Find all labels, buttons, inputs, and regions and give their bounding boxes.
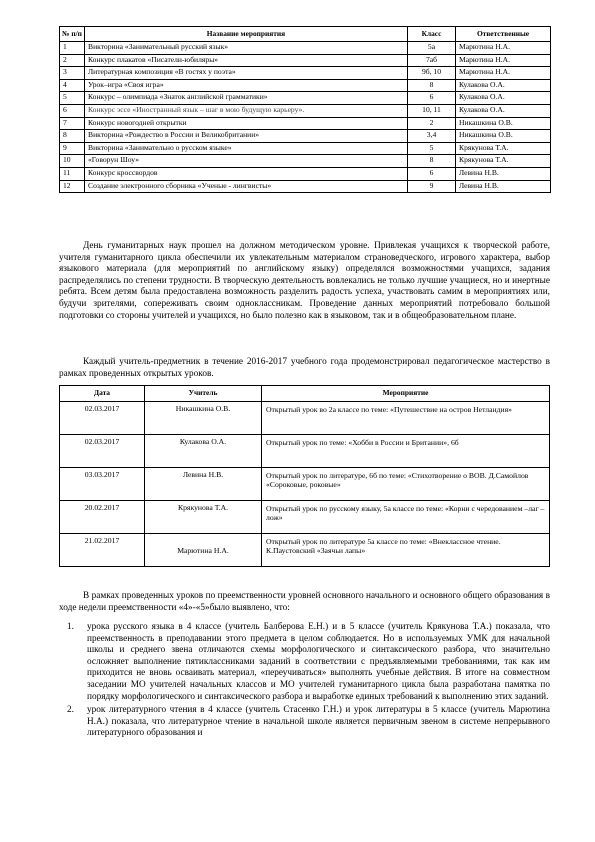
list-item-text: урок литературного чтения в 4 классе (учитель Стасенко Г.Н.) и урок литературы в 5 классе (учитель Марютина Н.А.) показала, что литературное чтение в начальной школе является первичным звеном в системе непрерывного литературного образования и <box>87 705 550 739</box>
events-table-row <box>60 54 551 67</box>
events-table-row <box>60 117 551 130</box>
event-class: 5а <box>408 42 456 55</box>
event-name: Викторина «Занимательно о русском языке» <box>85 142 408 155</box>
lesson-event: Открытый урок по теме: «Хобби в России и Британии», 6б <box>262 435 550 468</box>
header-teacher: Учитель <box>145 386 262 402</box>
lesson-date: 21.02.2017 <box>60 534 145 567</box>
open-lessons-table-header <box>60 386 550 402</box>
event-class: 9б, 10 <box>408 67 456 80</box>
lesson-event: Открытый урок по литературе, 6б по теме: «Стихотворение о ВОВ. Д.Самойлов «Сороковые, роковые» <box>262 468 550 501</box>
event-class: 9 <box>408 180 456 193</box>
open-lessons-table-row <box>60 435 550 468</box>
event-num: 6 <box>60 104 85 117</box>
lesson-event: Открытый урок во 2а классе по теме: «Путешествие на остров Нетландия» <box>262 402 550 435</box>
event-class: 5 <box>408 142 456 155</box>
event-class: 8 <box>408 155 456 168</box>
events-table-row <box>60 42 551 55</box>
events-table-row <box>60 67 551 80</box>
paragraph-summary <box>59 241 550 322</box>
event-class: 6 <box>408 167 456 180</box>
lesson-date: 03.03.2017 <box>60 468 145 501</box>
event-num: 7 <box>60 117 85 130</box>
list-marker: 2. <box>67 705 74 716</box>
event-name: Урок–игра «Своя игра» <box>85 79 408 92</box>
lesson-event: Открытый урок по литературе 5а классе по теме: «Внеклассное чтение. К.Паустовский «Заячьи лапы» <box>262 534 550 567</box>
event-name: Конкурс кроссвордов <box>85 167 408 180</box>
event-num: 12 <box>60 180 85 193</box>
header-date: Дата <box>60 386 145 402</box>
header-name: Название мероприятия <box>85 27 408 42</box>
event-class: 10, 11 <box>408 104 456 117</box>
event-name: Конкурс плакатов «Писатели-юбиляры» <box>85 54 408 67</box>
lesson-teacher: Никашкина О.В. <box>145 402 262 435</box>
event-name: Создание электронного сборника «Ученые - лингвисты» <box>85 180 408 193</box>
event-num: 10 <box>60 155 85 168</box>
event-responsible: Кулакова О.А. <box>456 104 551 117</box>
event-class: 2 <box>408 117 456 130</box>
events-table-row <box>60 130 551 143</box>
event-responsible: Левина Н.В. <box>456 180 551 193</box>
event-responsible: Никашкина О.В. <box>456 117 551 130</box>
paragraph-continuity <box>59 591 550 614</box>
event-responsible: Марютина Н.А. <box>456 67 551 80</box>
event-responsible: Марютина Н.А. <box>456 54 551 67</box>
paragraph-open-lessons <box>59 357 550 380</box>
event-num: 1 <box>60 42 85 55</box>
lesson-teacher: Левина Н.В. <box>145 468 262 501</box>
event-num: 3 <box>60 67 85 80</box>
lesson-event: Открытый урок по русскому языку, 5а классе по теме: «Корни с чередованием –лаг –лож» <box>262 501 550 534</box>
events-table-row <box>60 142 551 155</box>
event-class: 3,4 <box>408 130 456 143</box>
paragraph-open-lessons-text: Каждый учитель-предметник в течение 2016-2017 учебного года продемонстрировал педагогическое мастерство в рамках проведенных открытых уроков. <box>59 357 550 379</box>
header-num: № п/п <box>60 27 85 42</box>
event-name: Викторина «Рождество в России и Великобритании» <box>85 130 408 143</box>
events-table <box>59 26 551 193</box>
event-responsible: Крякунова Т.А. <box>456 142 551 155</box>
findings-list <box>59 622 550 740</box>
findings-list-item <box>59 705 550 740</box>
open-lessons-table-row <box>60 402 550 435</box>
list-item-text: урока русского языка в 4 классе (учитель Балберова Е.Н.) и в 5 классе (учитель Крякунова Т.А.) показала, что преемственность в преподавании этого предмета в целом соблюдается. Но в используемых УМК для начальной школы и среднего звена отличаются схемы морфологического и синтаксического разбора, что значительно осложняет выполнение пятиклассниками заданий в соответствии с предъявляемыми требованиями, так как им приходится не вновь осваивать материал, «переучиваться» выполнять учебные действия. В итоге на совместном заседании МО учителей начальных классов и МО учителей гуманитарного цикла была разработана памятка по порядку морфологического и синтаксического разбора и выработке единых требований к выполнению этих заданий. <box>87 622 550 702</box>
event-num: 9 <box>60 142 85 155</box>
event-class: 8 <box>408 79 456 92</box>
event-responsible: Крякунова Т.А. <box>456 155 551 168</box>
open-lessons-table-row <box>60 468 550 501</box>
open-lessons-table <box>59 385 550 567</box>
event-responsible: Никашкина О.В. <box>456 130 551 143</box>
event-name: Конкурс новогодней открытки <box>85 117 408 130</box>
paragraph-summary-text: День гуманитарных наук прошел на должном методическом уровне. Привлекая учащихся к творческой работе, учителя гуманитарного цикла обеспечили их увлекательным материалом страноведческого, игрового характера, выбор языкового материала (для мероприятий по английскому языку) определялся возможностями учащихся, задания распределялись по степени трудности. В творческую деятельность вовлекались не только лучшие учащиеся, но и инертные ребята. Всем детям была предоставлена возможность разделить радость успеха, участвовать самим в мероприятиях или, будучи зрителями, сопереживать своим одноклассникам. Проведение данных мероприятий потребовало большой подготовки со стороны учителей и учащихся, но было полезно как в языковом, так и в общеобразовательном плане. <box>59 241 550 321</box>
lesson-date: 02.03.2017 <box>60 435 145 468</box>
event-name: Литературная композиция «В гостях у поэта» <box>85 67 408 80</box>
events-table-row <box>60 180 551 193</box>
lesson-date: 02.03.2017 <box>60 402 145 435</box>
events-table-row <box>60 167 551 180</box>
event-num: 5 <box>60 92 85 105</box>
paragraph-continuity-text: В рамках проведенных уроков по преемственности уровней основного начального и основного общего образования в ходе недели преемственности «4»-«5»было выявлено, что: <box>59 591 550 613</box>
lesson-date: 20.02.2017 <box>60 501 145 534</box>
lesson-teacher: Марютина Н.А. <box>145 534 262 567</box>
event-name: Викторина «Занимательный русский язык» <box>85 42 408 55</box>
event-num: 2 <box>60 54 85 67</box>
event-responsible: Кулакова О.А. <box>456 92 551 105</box>
events-table-row <box>60 155 551 168</box>
event-num: 8 <box>60 130 85 143</box>
header-responsible: Ответственные <box>456 27 551 42</box>
list-marker: 1. <box>67 622 74 632</box>
header-event: Мероприятие <box>262 386 550 402</box>
event-name: «Говорун Шоу» <box>85 155 408 168</box>
event-responsible: Кулакова О.А. <box>456 79 551 92</box>
findings-list-item <box>59 622 550 703</box>
events-table-row <box>60 92 551 105</box>
event-num: 11 <box>60 167 85 180</box>
event-num: 4 <box>60 79 85 92</box>
events-table-header <box>60 27 551 42</box>
event-class: 6 <box>408 92 456 105</box>
event-class: 7аб <box>408 54 456 67</box>
header-class: Класс <box>408 27 456 42</box>
event-responsible: Левина Н.В. <box>456 167 551 180</box>
open-lessons-table-row <box>60 534 550 567</box>
lesson-teacher: Крякунова Т.А. <box>145 501 262 534</box>
event-name: Конкурс – олимпиада «Знаток английской грамматики» <box>85 92 408 105</box>
open-lessons-table-row <box>60 501 550 534</box>
events-table-row <box>60 79 551 92</box>
event-name: Конкурс эссе «Иностранный язык – шаг в мою будущую карьеру». <box>85 104 408 117</box>
events-table-row <box>60 104 551 117</box>
event-responsible: Марютина Н.А. <box>456 42 551 55</box>
lesson-teacher: Кулакова О.А. <box>145 435 262 468</box>
